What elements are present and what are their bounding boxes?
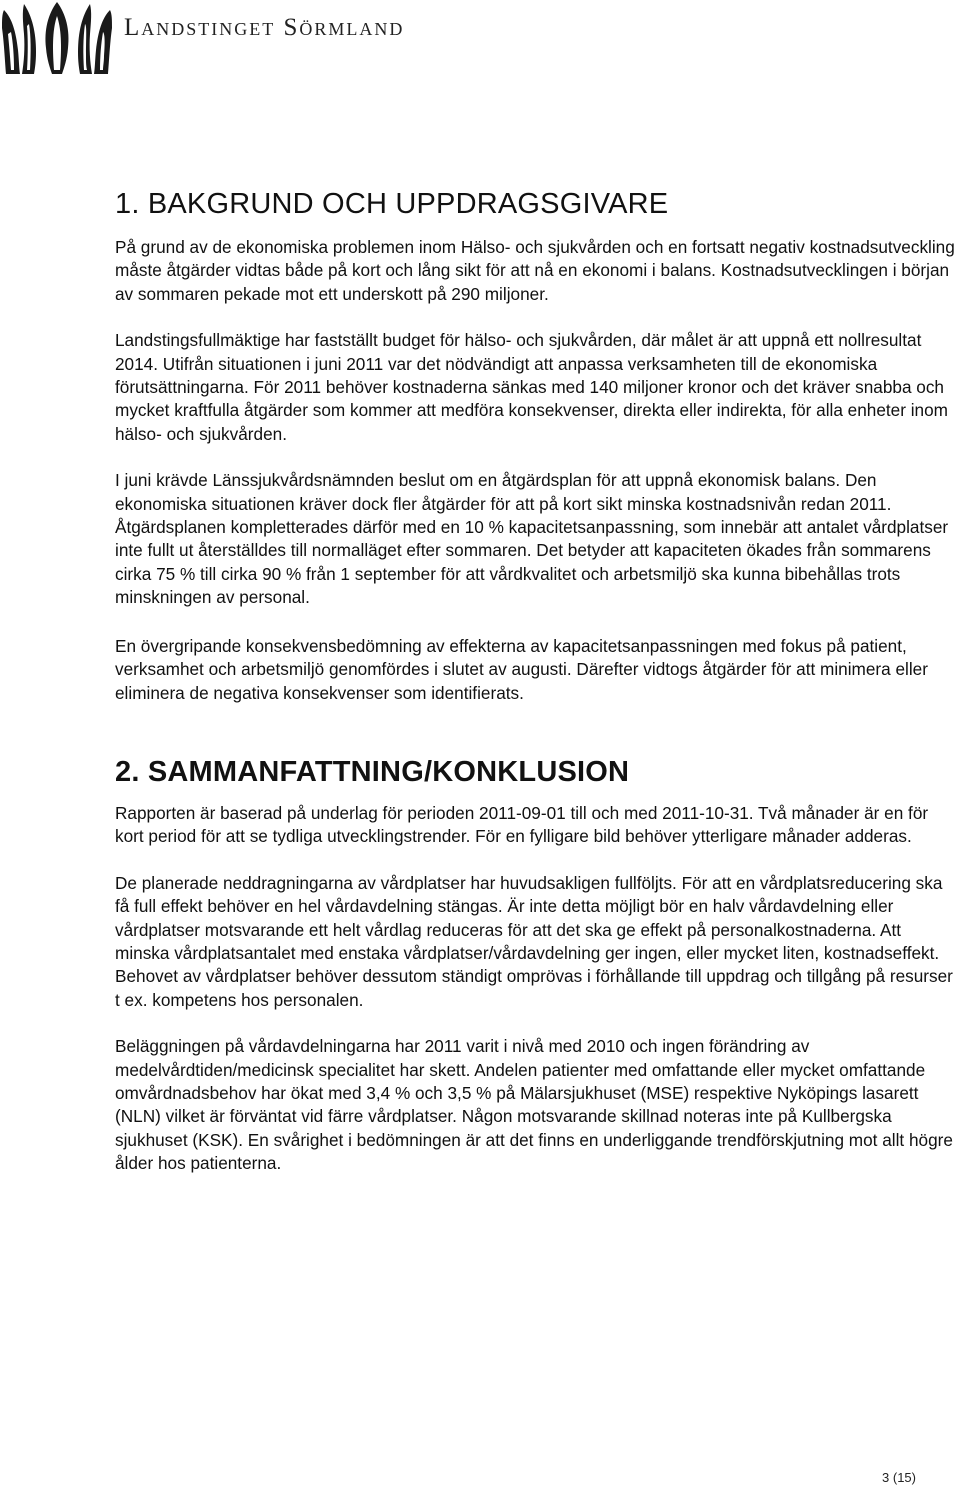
section-2 bbox=[115, 752, 960, 1176]
section-2-heading: 2. SAMMANFATTNING/KONKLUSION bbox=[115, 755, 630, 788]
section-2-paragraph-2: De planerade neddragningarna av vårdplatser har huvudsakligen fullföljts. För att en vårdplatsreducering ska få full effekt behöver en hel vårdavdelning stängas. Är inte detta möjligt bör en halv vårdavdelning eller vårdplatser motsvarande ett helt vårdlag reduceras för att det ska ge effekt på personalkostnaderna. Att minska vårdplatsantalet med enstaka vårdplatser/vårdavdelning ger ingen, eller mycket liten, kostnadseffekt. Behovet av vårdplatser behöver dessutom ständigt omprövas i förhållande till uppdrag och tillgång på resurser t ex. kompetens hos personalen. bbox=[115, 872, 953, 1010]
section-1-paragraph-4: En övergripande konsekvensbedömning av effekterna av kapacitetsanpassningen med fokus på patient, verksamhet och arbetsmiljö genomfördes i slutet av augusti. Därefter vidtogs åtgärder för att minimera eller eliminera de negativa konsekvenser som identifierats. bbox=[115, 635, 928, 703]
organization-name: Landstinget Sörmland bbox=[124, 14, 405, 41]
section-1-paragraph-1: På grund av de ekonomiska problemen inom Hälso- och sjukvården och en fortsatt negativ kostnadsutveckling måste åtgärder vidtas både på kort och lång sikt för att nå en ekonomi i balans. Kostnadsutvecklingen i början av sommaren pekade mot ett underskott på 290 miljoner. bbox=[115, 237, 955, 304]
section-1-heading: 1. BAKGRUND OCH UPPDRAGSGIVARE bbox=[115, 188, 669, 220]
section-2-paragraph-3: Beläggningen på vårdavdelningarna har 2011 varit i nivå med 2010 och ingen förändring av medelvårdtiden/medicinsk specialitet har skett. Andelen patienter med omfattande eller mycket omfattande omvårdnadsbehov har ökat med 3,4 % och 3,5 % på Mälarsjukhuset (MSE) respektive Nyköpings lasarett (NLN) vilket är förväntat vid färre vårdplatser. Någon motsvarande skillnad noteras inte på Kullbergska sjukhuset (KSK). En svårighet i bedömningen är att det finns en underliggande trendförskjutning mot allt högre ålder hos patienterna. bbox=[115, 1036, 953, 1174]
document-body bbox=[115, 184, 960, 1176]
section-1-paragraph-3: I juni krävde Länssjukvårdsnämnden beslut om en åtgärdsplan för att uppnå ekonomisk balans. Den ekonomiska situationen kräver dock fler åtgärder för att på kort sikt minska kostnadsnivån redan 2011. Åtgärdsplanen kompletterades därför med en 10 % kapacitetsanpassning, som innebär att antalet vårdplatser inte fullt ut återställdes till normalläget efter sommaren. Det betyder att kapaciteten ökades från sommarens cirka 75 % till cirka 90 % från 1 september för att vårdkvalitet och arbetsmiljö ska kunna bibehållas trots minskningen av personal. bbox=[115, 470, 949, 608]
page-number: 3 (15) bbox=[882, 1470, 916, 1485]
section-1-paragraph-2: Landstingsfullmäktige har fastställt budget för hälso- och sjukvården, där målet är att uppnå ett nollresultat 2014. Utifrån situationen i juni 2011 var det nödvändigt att anpassa verksamheten till de ekonomiska förutsättningarna. För 2011 behöver kostnaderna sänkas med 140 miljoner kronor och det kräver snabba och mycket kraftfulla åtgärder som kommer att medföra konsekvenser, direkta eller indirekta, för alla enheter inom hälso- och sjukvården. bbox=[115, 330, 948, 444]
section-2-paragraph-1: Rapporten är baserad på underlag för perioden 2011-09-01 till och med 2011-10-31. Två månader är en för kort period för att se tydliga utvecklingstrender. För en fylligare bild behöver ytterligare månader adderas. bbox=[115, 802, 929, 847]
tulip-logo-icon bbox=[2, 2, 112, 74]
